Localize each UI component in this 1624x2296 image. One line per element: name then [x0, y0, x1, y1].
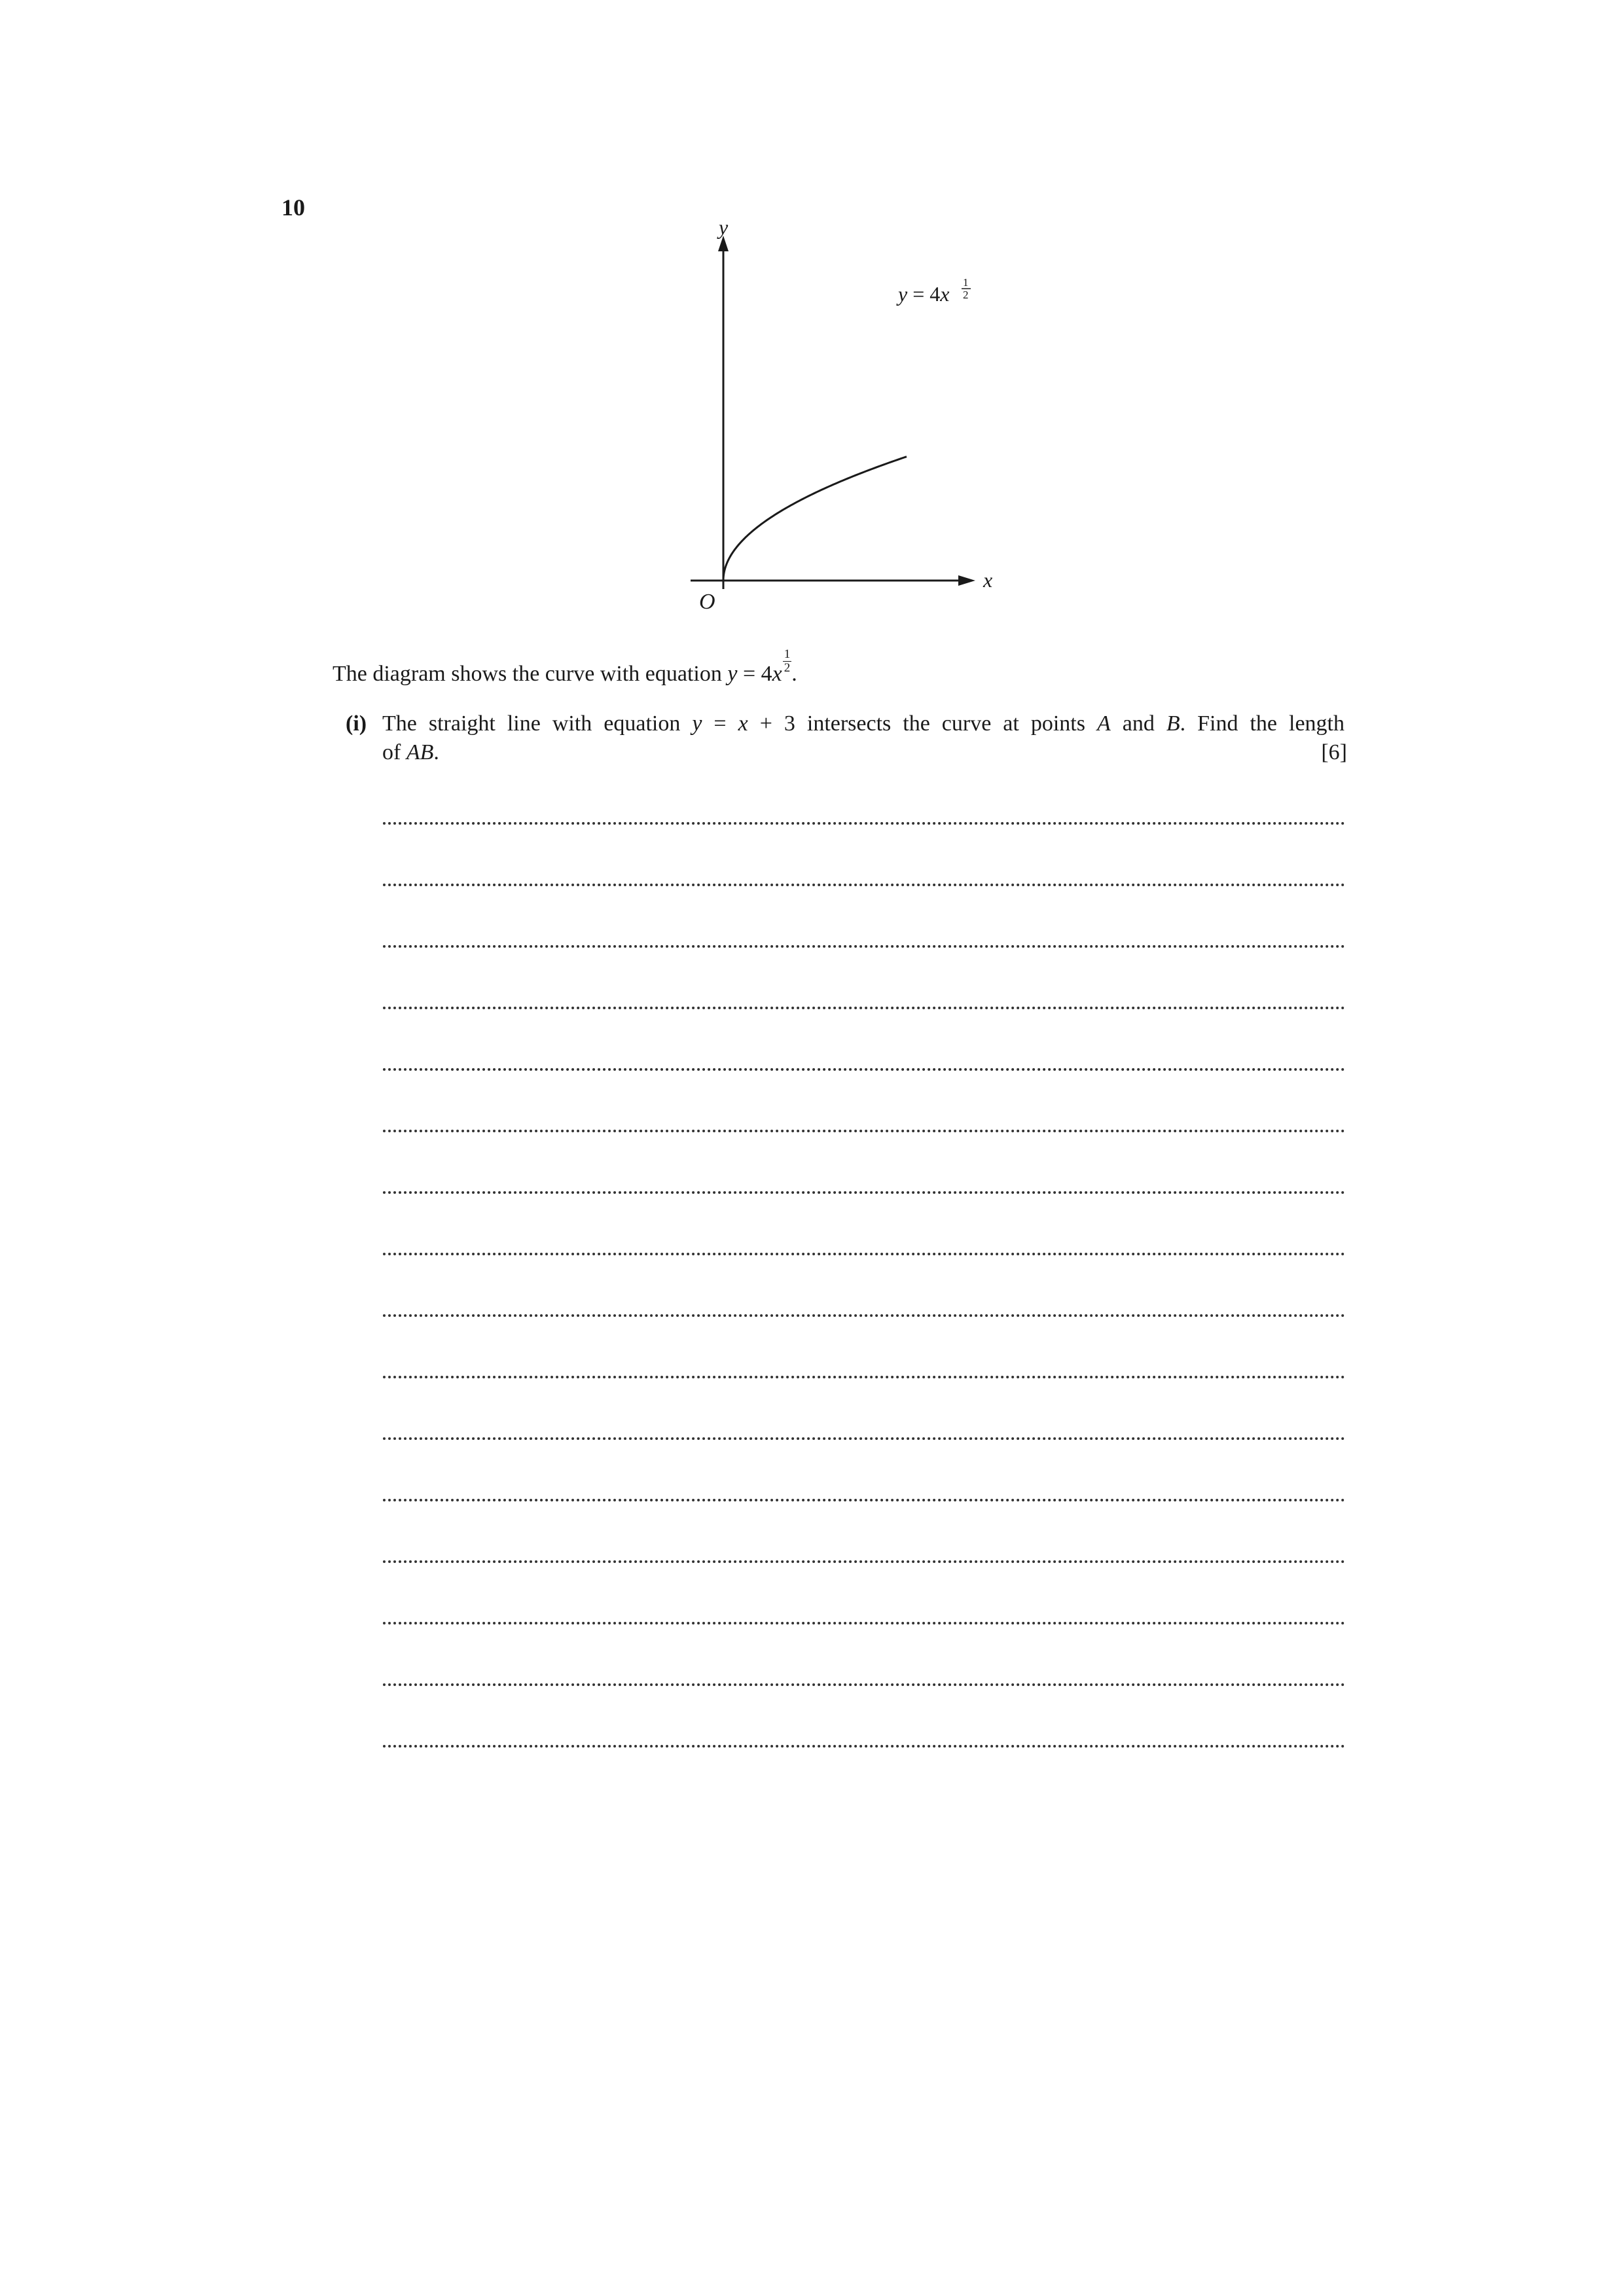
question-text-line-1: The straight line with equation y = x + 3 intersects the curve at points A and B. Find the length [382, 711, 1344, 736]
answer-line[interactable] [383, 817, 1345, 825]
intro-text: The diagram shows the curve with equation y = 4x $\frac{1}{2}$ . [333, 647, 797, 686]
answer-line[interactable] [383, 1678, 1345, 1686]
answer-line[interactable] [383, 1555, 1345, 1563]
answer-line[interactable] [383, 1124, 1345, 1132]
curve-label-exponent-den: 2 [963, 289, 969, 301]
answer-area[interactable] [383, 817, 1345, 1801]
origin-label: O [699, 590, 715, 614]
answer-line[interactable] [383, 1309, 1345, 1317]
curve-diagram [681, 216, 1021, 622]
page-number: 10 [281, 194, 305, 221]
curve-path [723, 457, 907, 581]
answer-line[interactable] [383, 878, 1345, 886]
x-axis-label: x [983, 568, 993, 592]
answer-line[interactable] [383, 1494, 1345, 1501]
answer-line[interactable] [383, 1740, 1345, 1748]
answer-line[interactable] [383, 1247, 1345, 1255]
answer-line[interactable] [383, 940, 1345, 948]
x-axis-arrow [958, 575, 975, 586]
question-marks: [6] [1321, 740, 1347, 764]
answer-line[interactable] [383, 1186, 1345, 1194]
answer-line[interactable] [383, 1371, 1345, 1378]
question-label: (i) [346, 711, 367, 736]
answer-line[interactable] [383, 1001, 1345, 1009]
curve-label: y = 4x [898, 282, 950, 306]
answer-line[interactable] [383, 1432, 1345, 1440]
question-text-line-2: of AB. [382, 740, 439, 764]
answer-line[interactable] [383, 1063, 1345, 1071]
answer-line[interactable] [383, 1617, 1345, 1624]
exponent-fraction: $\frac{1}{2}$ [784, 647, 791, 675]
y-axis-label: y [719, 216, 729, 239]
curve-label-exponent-num: 1 [963, 276, 969, 289]
